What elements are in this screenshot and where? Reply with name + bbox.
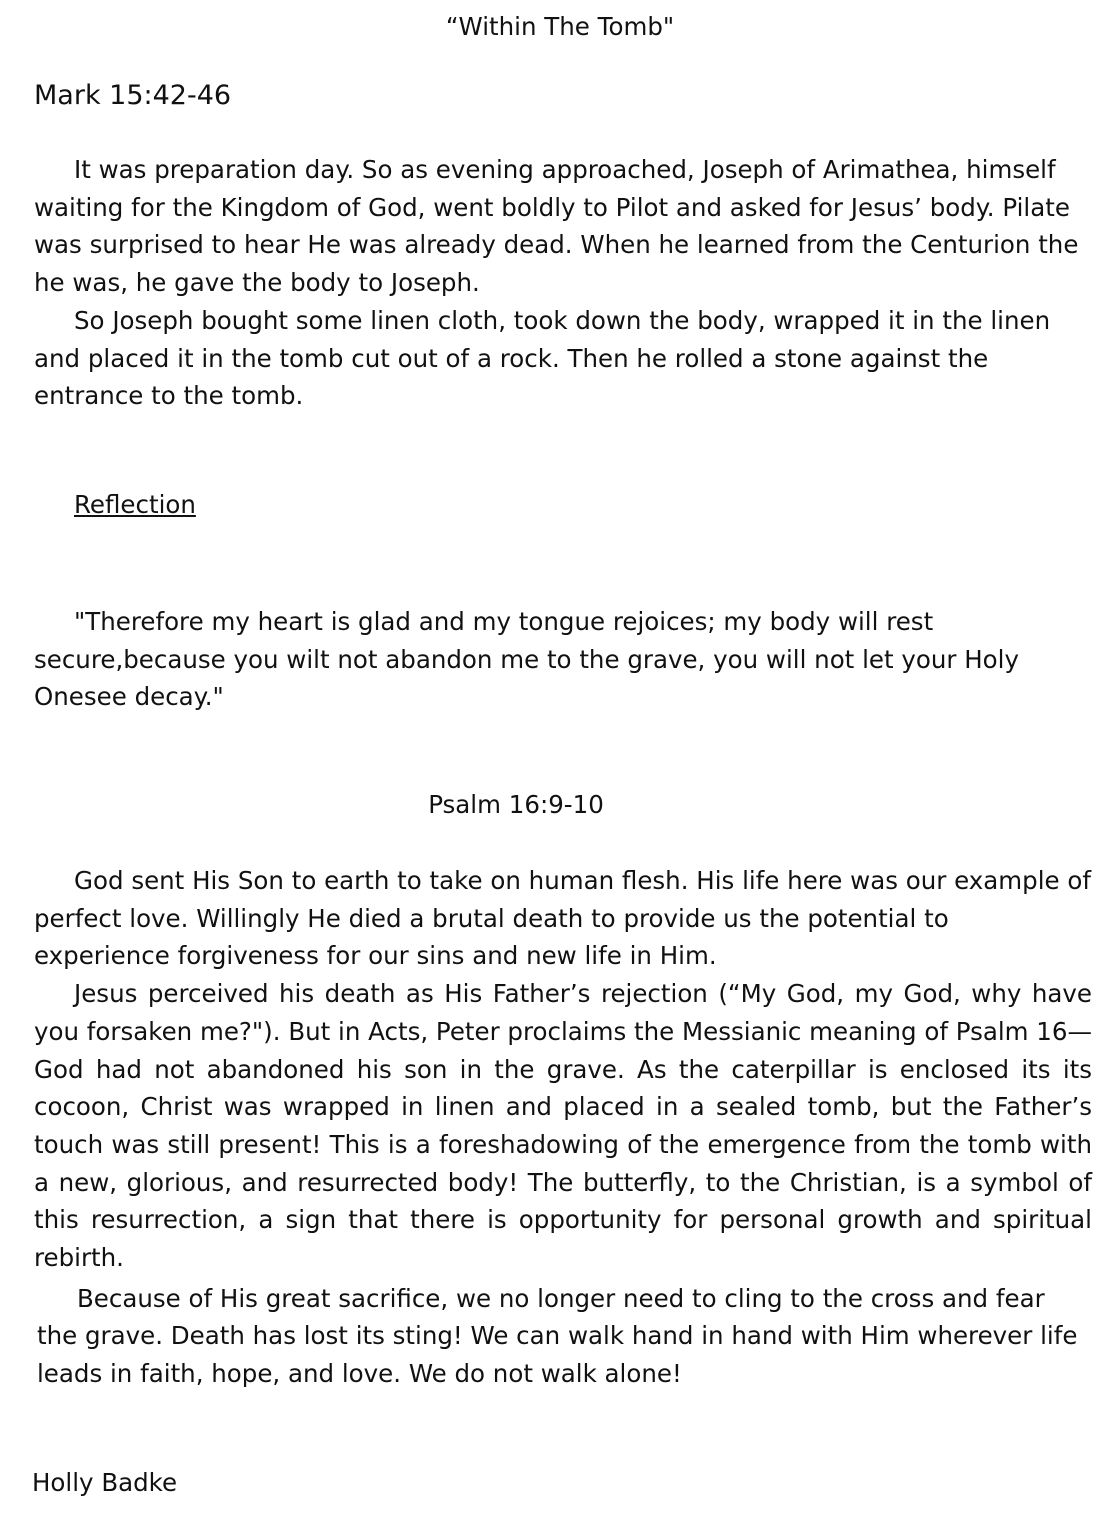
reflection-body [34,862,1092,1393]
psalm-quote: "Therefore my heart is glad and my tongue rejoices; my body will rest secure,because you wilt not abandon me to the grave, you will not let your Holy Onesee decay." [34,607,1019,712]
reflection-paragraph: Because of His great sacrifice, we no longer need to cling to the cross and fear the grave. Death has lost its sting! We can walk hand in hand with Him wherever life leads in faith, hope, and love. We do not walk alone! [37,1283,1078,1389]
author-name: Holly Badke [32,1468,178,1497]
reflection-paragraph: Jesus perceived his death as His Father’s rejection (“My God, my God, why have you forsaken me?"). But in Acts, Peter proclaims the Messianic meaning of Psalm 16—God had not abandoned his son in the grave. As the caterpillar is enclosed its its cocoon, Christ was wrapped in linen and placed in a sealed tomb, but the Father’s touch was still present! This is a foreshadowing of the emergence from the tomb with a new, glorious, and resurrected body! The butterfly, to the Christian, is a symbol of this resurrection, a sign that there is opportunity for personal growth and spiritual rebirth. [34,979,1092,1273]
scripture-paragraph: It was preparation day. So as evening approached, Joseph of Arimathea, himself waiting for the Kingdom of God, went boldly to Pilot and asked for Jesus’ body. Pilate was surprised to hear He was already dead. When he learned from the Centurion the he was, he gave the body to Joseph. [34,155,1079,298]
document-title: “Within The Tomb" [445,12,675,41]
scripture-passage [34,151,1092,415]
reflection-heading: Reflection [74,490,196,519]
scripture-paragraph: So Joseph bought some linen cloth, took down the body, wrapped it in the linen and placed it in the tomb cut out of a rock. Then he rolled a stone against the entrance to the tomb. [34,305,1051,411]
psalm-quote-block [34,603,1092,716]
reflection-paragraph: God sent His Son to earth to take on human flesh. His life here was our example of perfect love. Willingly He died a brutal death to provide us the potential to experience forgiveness for our sins and new life in Him. [34,866,1092,971]
scripture-reference: Mark 15:42-46 [34,80,232,111]
psalm-reference: Psalm 16:9-10 [428,790,604,819]
